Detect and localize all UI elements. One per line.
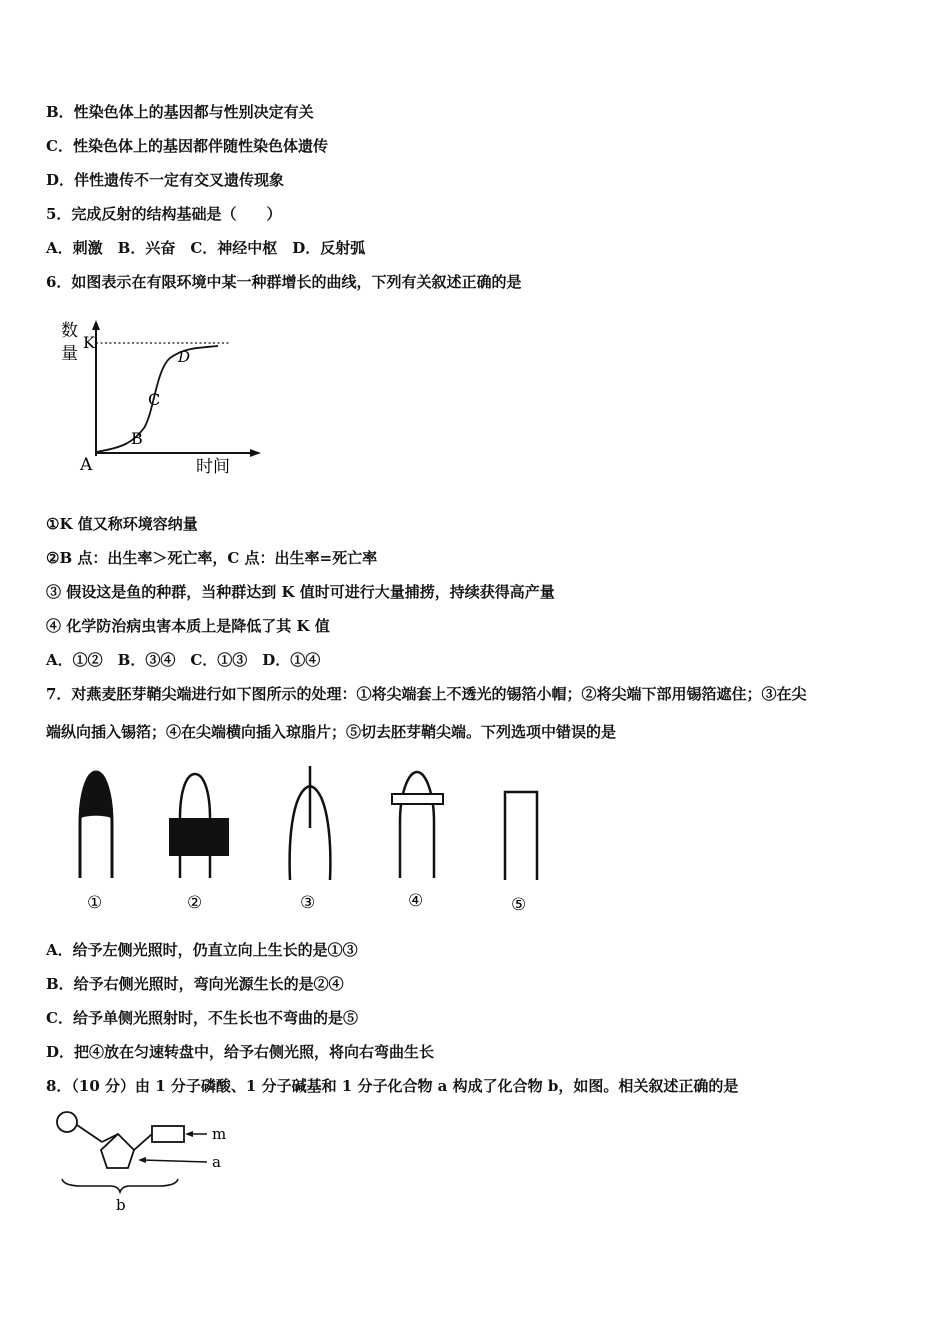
option-c-q4: C．性染色体上的基因都伴随性染色体遗传 bbox=[46, 137, 328, 155]
coleoptile-4 bbox=[392, 772, 443, 878]
phosphate-circle bbox=[57, 1112, 77, 1132]
label-2: ② bbox=[187, 893, 203, 913]
x-axis-arrow bbox=[250, 449, 261, 457]
label-1: ① bbox=[87, 893, 103, 913]
point-d-label: D bbox=[178, 348, 191, 366]
y-label-1: 数 bbox=[61, 321, 78, 341]
option-b-q4: B．性染色体上的基因都与性别决定有关 bbox=[46, 103, 314, 121]
arrow-a bbox=[142, 1160, 207, 1162]
question-7-line-2: 端纵向插入锡箔；④在尖端横向插入琼脂片；⑤切去胚芽鞘尖端。下列选项中错误的是 bbox=[46, 723, 617, 741]
x-axis-label: 时间 bbox=[196, 457, 230, 477]
coleoptile-5 bbox=[505, 792, 537, 880]
origin-label: A bbox=[80, 455, 93, 475]
label-5: ⑤ bbox=[511, 895, 527, 915]
coleoptile-figure bbox=[60, 762, 560, 922]
brace-b bbox=[62, 1179, 178, 1192]
growth-curve-figure bbox=[58, 312, 268, 482]
k-label: K bbox=[83, 333, 95, 352]
phosphate-bond bbox=[77, 1125, 102, 1142]
option-a-q7: A．给予左侧光照时，仍直立向上生长的是①③ bbox=[46, 941, 358, 959]
question-5: 5．完成反射的结构基础是（ ） bbox=[46, 205, 282, 223]
label-a: a bbox=[212, 1153, 221, 1171]
label-b: b bbox=[116, 1196, 126, 1214]
question-6: 6．如图表示在有限环境中某一种群增长的曲线，下列有关叙述正确的是 bbox=[46, 273, 522, 291]
y-axis-arrow bbox=[92, 320, 100, 330]
options-q5: A．刺激 B．兴奋 C．神经中枢 D．反射弧 bbox=[46, 239, 366, 257]
coleoptile-3 bbox=[290, 766, 331, 880]
y-label-2: 量 bbox=[61, 344, 78, 364]
question-8: 8．（10 分）由 1 分子磷酸、1 分子碱基和 1 分子化合物 a 构成了化合物 b，如图。相关叙述正确的是 bbox=[46, 1077, 739, 1095]
statement-2: ②B 点：出生率＞死亡率，C 点：出生率=死亡率 bbox=[46, 549, 378, 567]
option-c-q7: C．给予单侧光照射时，不生长也不弯曲的是⑤ bbox=[46, 1009, 358, 1027]
statement-3: ③ 假设这是鱼的种群，当种群达到 K 值时可进行大量捕捞，持续获得高产量 bbox=[46, 583, 555, 601]
options-q6: A．①② B．③④ C．①③ D．①④ bbox=[46, 651, 321, 669]
point-b-label: B bbox=[131, 429, 143, 448]
option-b-q7: B．给予右侧光照时，弯向光源生长的是②④ bbox=[46, 975, 344, 993]
point-c-label: C bbox=[148, 390, 161, 409]
option-d-q4: D．伴性遗传不一定有交叉遗传现象 bbox=[46, 171, 285, 189]
statement-1: ①K 值又称环境容纳量 bbox=[46, 515, 198, 533]
coleoptile-2 bbox=[169, 774, 229, 878]
coleoptile-1 bbox=[80, 772, 112, 878]
base-bond bbox=[134, 1134, 152, 1150]
label-3: ③ bbox=[300, 893, 316, 913]
arrow-m-head bbox=[185, 1131, 193, 1137]
option-d-q7: D．把④放在匀速转盘中，给予右侧光照，将向右弯曲生长 bbox=[46, 1043, 435, 1061]
question-7-line-1: 7．对燕麦胚芽鞘尖端进行如下图所示的处理：①将尖端套上不透光的锡箔小帽；②将尖端下部用锡箔遮住；③在尖 bbox=[46, 685, 807, 703]
base-box bbox=[152, 1126, 184, 1142]
label-4: ④ bbox=[408, 891, 424, 911]
arrow-a-head bbox=[138, 1157, 146, 1163]
label-m: m bbox=[212, 1125, 227, 1143]
statement-4: ④ 化学防治病虫害本质上是降低了其 K 值 bbox=[46, 617, 330, 635]
nucleotide-figure bbox=[52, 1106, 262, 1214]
